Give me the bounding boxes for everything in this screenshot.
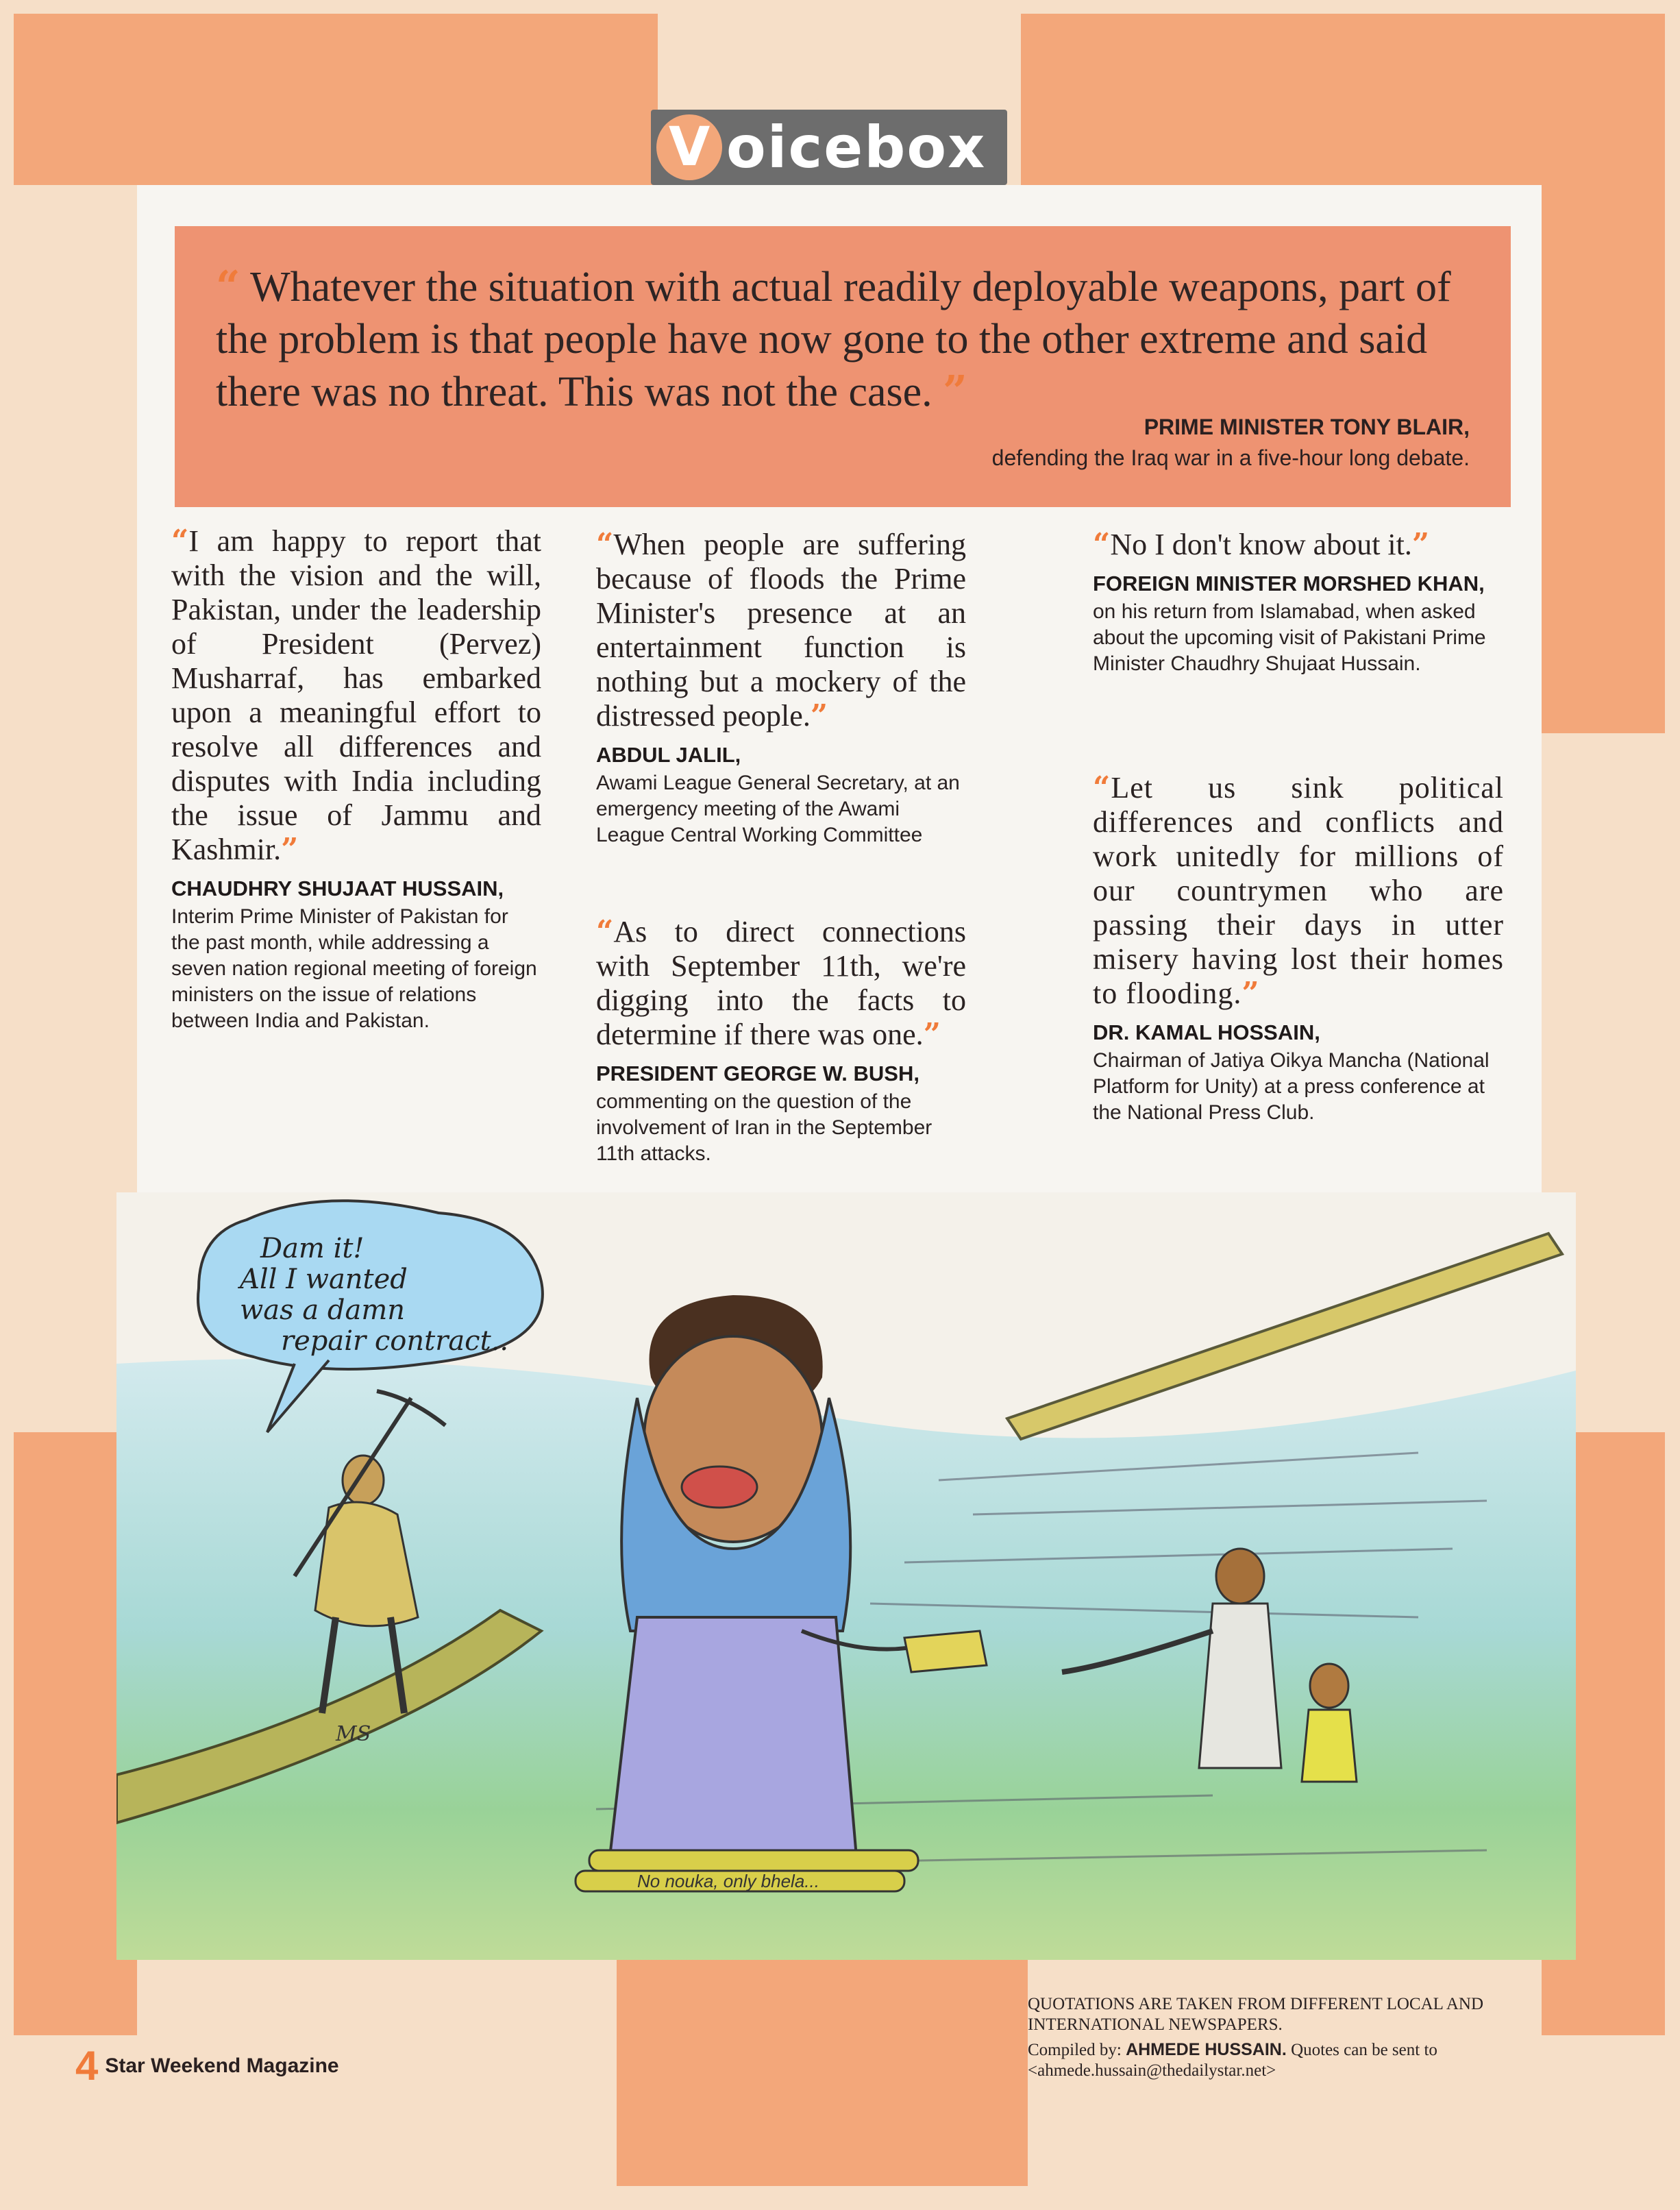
close-quote-icon: ” <box>1411 527 1430 562</box>
page-number: 4 <box>75 2043 99 2089</box>
bubble-line-3: was a damn <box>240 1294 406 1326</box>
relief-packet <box>904 1631 987 1672</box>
lead-speaker-name: PRIME MINISTER TONY BLAIR, <box>1144 415 1470 439</box>
open-quote-icon: “ <box>596 527 614 562</box>
close-quote-icon: ” <box>943 366 967 416</box>
speaker-name: PRESIDENT GEORGE W. BUSH, <box>596 1061 919 1085</box>
lead-speaker-context: defending the Iraq war in a five-hour long debate. <box>991 445 1470 470</box>
quote-text: “When people are suffering because of floods the Prime Minister's presence at an entertainment function is nothing but a mockery of the distressed people.” <box>596 527 966 733</box>
close-quote-icon: ” <box>1242 976 1260 1011</box>
speaker-name: DR. KAMAL HOSSAIN, <box>1093 1020 1320 1044</box>
speaker-context: Awami League General Secretary, at an emergency meeting of the Awami League Central Working Committee <box>596 772 960 846</box>
bubble-line-4: repair contract.. <box>281 1325 509 1357</box>
quote-block-5 <box>1093 771 1504 1126</box>
raft <box>576 1850 918 1891</box>
footnote <box>1028 1994 1562 2081</box>
quote-text: “As to direct connections with September 11th, we're digging into the facts to determine if there was one.” <box>596 914 966 1052</box>
voicebox-masthead <box>651 110 1007 185</box>
raft-label: No nouka, only bhela... <box>637 1871 819 1891</box>
lead-attribution <box>992 415 1470 471</box>
speaker-context: commenting on the question of the involvement of Iran in the September 11th attacks. <box>596 1090 932 1165</box>
lead-quote <box>216 260 1470 418</box>
open-quote-icon: “ <box>1093 770 1111 805</box>
speaker-name: ABDUL JALIL, <box>596 743 741 767</box>
lead-quote-text: Whatever the situation with actual readily deployable weapons, part of the problem is that people have now gone to the other extreme and said there was no threat. This was not the case. <box>216 264 1451 415</box>
side-block-right <box>1542 185 1665 733</box>
lead-quote-box <box>175 226 1511 507</box>
bubble-line-2: All I wanted <box>240 1264 408 1295</box>
open-quote-icon: “ <box>171 524 189 558</box>
quote-text: “I am happy to report that with the vision and the will, Pakistan, under the leadership of President (Pervez) Musharraf, has embarked upon a meaningful effort to resolve all differences and disputes with India including the issue of Jammu and Kashmir.” <box>171 524 541 867</box>
compiled-label: Compiled by: <box>1028 2041 1122 2059</box>
quote-text: “No I don't know about it.” <box>1093 527 1430 562</box>
speaker-context: Chairman of Jatiya Oikya Mancha (National Platform for Unity) at a press conference at the National Press Club. <box>1093 1049 1490 1124</box>
masthead-title: oicebox <box>726 114 987 181</box>
corner-block-top-right <box>1021 14 1665 185</box>
quote-text: “Let us sink political differences and conflicts and work unitedly for millions of our countrymen who are passing their days in utter misery having lost their homes to flooding.” <box>1093 770 1504 1011</box>
magazine-name: Star Weekend Magazine <box>105 2054 339 2077</box>
open-quote-icon: “ <box>1093 527 1111 562</box>
compiler-name: AHMEDE HUSSAIN. <box>1126 2040 1287 2059</box>
editorial-cartoon <box>116 1192 1576 1960</box>
close-quote-icon: ” <box>281 832 299 867</box>
close-quote-icon: ” <box>810 698 828 733</box>
contact-info: Quotes can be sent to <ahmede.hussain@thedailystar.net> <box>1028 2041 1437 2080</box>
quote-block-2 <box>596 528 966 848</box>
open-quote-icon: “ <box>596 914 614 949</box>
speaker-name: FOREIGN MINISTER MORSHED KHAN, <box>1093 572 1485 596</box>
speaker-context: on his return from Islamabad, when asked about the upcoming visit of Pakistani Prime Minister Chaudhry Shujaat Hussain. <box>1093 600 1486 675</box>
bottom-block-center <box>617 1960 1028 2186</box>
open-quote-icon: “ <box>216 261 240 311</box>
corner-block-top-left <box>14 14 658 185</box>
speaker-name: CHAUDHRY SHUJAAT HUSSAIN, <box>171 876 504 900</box>
page-footer <box>75 2042 339 2089</box>
source-note: QUOTATIONS ARE TAKEN FROM DIFFERENT LOCAL AND INTERNATIONAL NEWSPAPERS. <box>1028 1995 1484 2034</box>
quote-block-4 <box>1093 528 1504 677</box>
masthead-initial: V <box>656 114 722 180</box>
quote-block-3 <box>596 915 966 1167</box>
bubble-line-1: Dam it! <box>260 1233 365 1264</box>
artist-signature: MS <box>336 1722 371 1746</box>
close-quote-icon: ” <box>923 1017 941 1052</box>
compiled-by-line <box>1028 2039 1562 2081</box>
quote-block-1 <box>171 524 541 1034</box>
speaker-context: Interim Prime Minister of Pakistan for the past month, while addressing a seven nation regional meeting of foreign ministers on the issue of relations between India and Pakistan. <box>171 905 537 1032</box>
